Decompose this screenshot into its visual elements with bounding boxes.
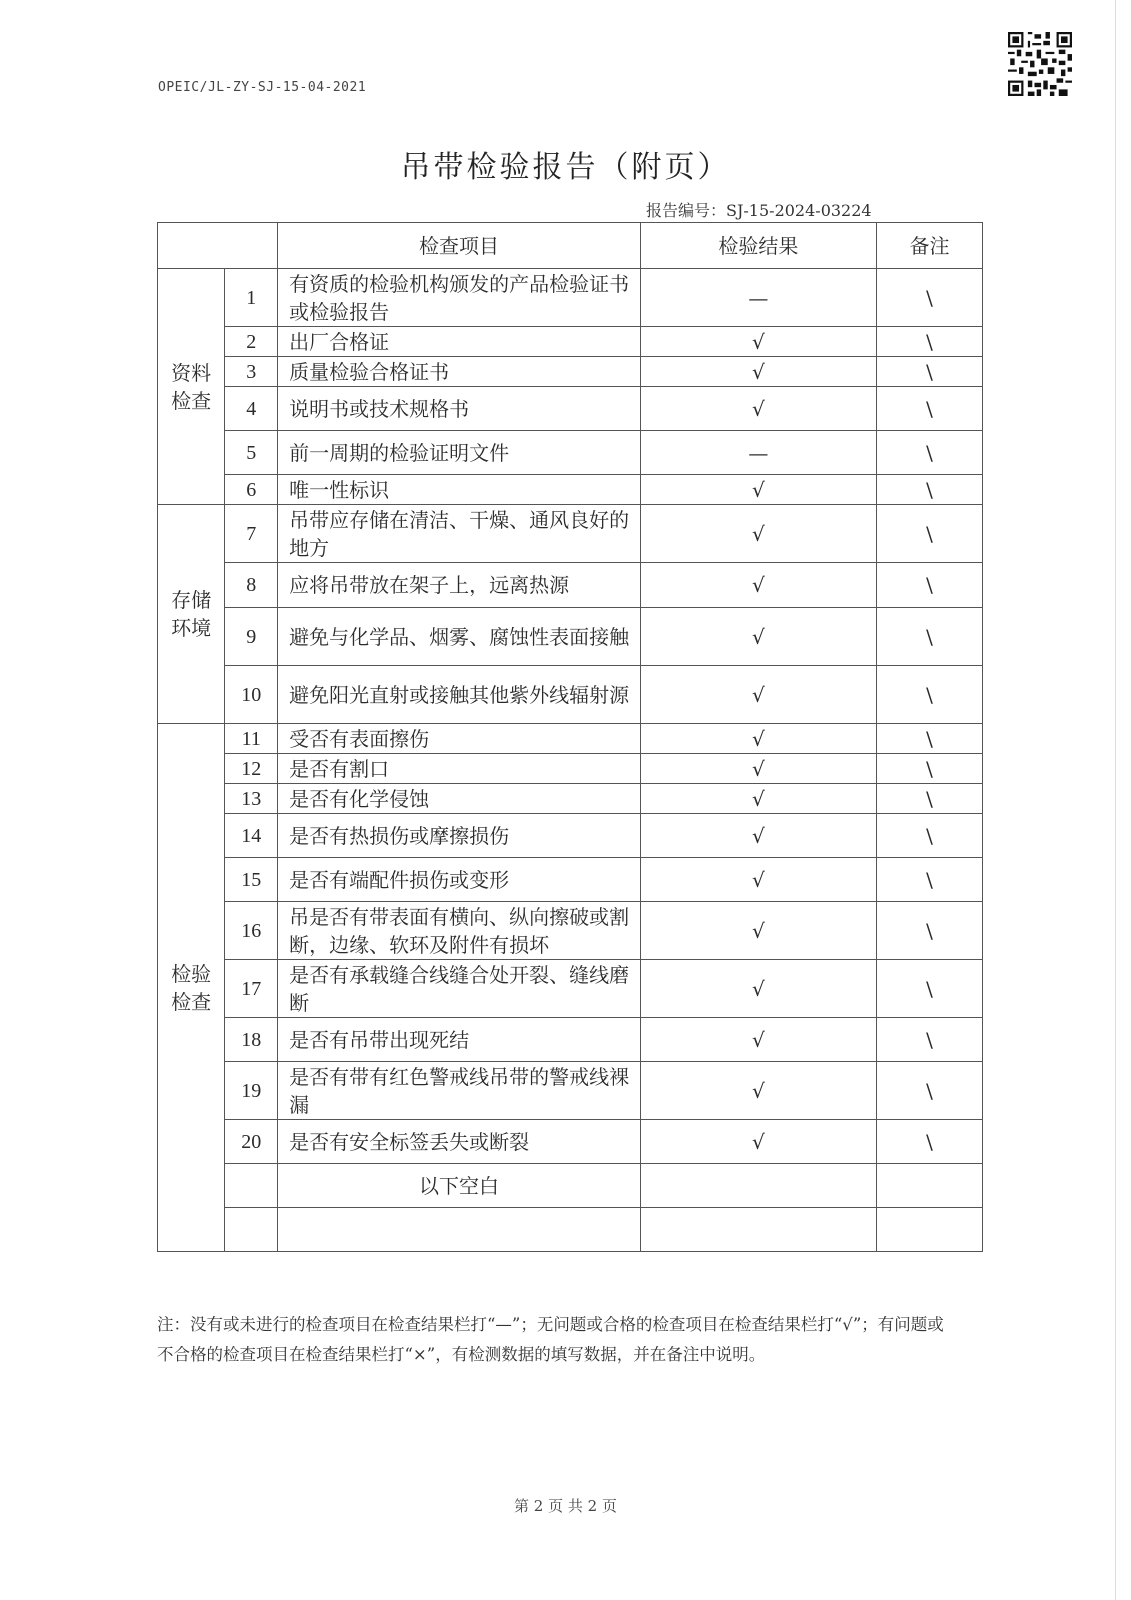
row-item: 是否有带有红色警戒线吊带的警戒线裸漏 <box>278 1062 641 1120</box>
row-remark: \ <box>877 563 983 608</box>
row-result: √ <box>640 902 876 960</box>
row-result: √ <box>640 960 876 1018</box>
table-row <box>158 754 983 784</box>
row-item: 有资质的检验机构颁发的产品检验证书或检验报告 <box>278 269 641 327</box>
row-number: 10 <box>225 666 278 724</box>
row-item-empty <box>278 1208 641 1252</box>
row-result-empty <box>640 1164 876 1208</box>
report-number <box>646 198 872 221</box>
row-remark: \ <box>877 387 983 431</box>
report-number-label: 报告编号： <box>646 201 727 220</box>
page-edge-line <box>1115 0 1116 1600</box>
table-row <box>158 858 983 902</box>
document-code: OPEIC/JL-ZY-SJ-15-04-2021 <box>158 80 367 95</box>
row-number: 8 <box>225 563 278 608</box>
row-number: 12 <box>225 754 278 784</box>
row-item: 应将吊带放在架子上，远离热源 <box>278 563 641 608</box>
header-item: 检查项目 <box>278 223 641 269</box>
row-result: √ <box>640 754 876 784</box>
table-header-row <box>158 223 983 269</box>
row-number: 20 <box>225 1120 278 1164</box>
table-row <box>158 902 983 960</box>
table-row <box>158 1120 983 1164</box>
row-remark: \ <box>877 902 983 960</box>
row-item: 是否有承载缝合线缝合处开裂、缝线磨断 <box>278 960 641 1018</box>
table-row <box>158 505 983 563</box>
row-item: 出厂合格证 <box>278 327 641 357</box>
category-storage <box>158 505 225 724</box>
row-result: √ <box>640 475 876 505</box>
row-remark-empty <box>877 1164 983 1208</box>
row-number-empty <box>225 1208 278 1252</box>
row-item: 是否有安全标签丢失或断裂 <box>278 1120 641 1164</box>
row-result: √ <box>640 1018 876 1062</box>
row-item: 是否有化学侵蚀 <box>278 784 641 814</box>
row-remark: \ <box>877 475 983 505</box>
table-row <box>158 784 983 814</box>
row-number: 17 <box>225 960 278 1018</box>
footnote: 注：没有或未进行的检查项目在检查结果栏打“—”；无问题或合格的检查项目在检查结果栏打“√”；有问题或不合格的检查项目在检查结果栏打“×”，有检测数据的填写数据，并在备注中说明。 <box>157 1315 944 1364</box>
row-remark: \ <box>877 724 983 754</box>
row-item: 前一周期的检验证明文件 <box>278 431 641 475</box>
row-result-empty <box>640 1208 876 1252</box>
row-item: 是否有端配件损伤或变形 <box>278 858 641 902</box>
category-docs <box>158 269 225 505</box>
row-remark: \ <box>877 327 983 357</box>
row-number: 14 <box>225 814 278 858</box>
row-number: 2 <box>225 327 278 357</box>
row-number: 9 <box>225 608 278 666</box>
table-row <box>158 1018 983 1062</box>
page-number: 第 2 页 共 2 页 <box>514 1497 617 1515</box>
row-result: √ <box>640 784 876 814</box>
table-row <box>158 475 983 505</box>
row-number: 1 <box>225 269 278 327</box>
table-row <box>158 724 983 754</box>
row-item: 受否有表面擦伤 <box>278 724 641 754</box>
table-row <box>158 563 983 608</box>
category-label: 检验 检查 <box>171 961 212 1014</box>
row-number: 16 <box>225 902 278 960</box>
row-result: √ <box>640 858 876 902</box>
row-remark: \ <box>877 784 983 814</box>
row-remark: \ <box>877 1120 983 1164</box>
header-result: 检验结果 <box>640 223 876 269</box>
table-row-blank <box>158 1208 983 1252</box>
row-number: 11 <box>225 724 278 754</box>
table-row <box>158 357 983 387</box>
row-number: 13 <box>225 784 278 814</box>
row-remark: \ <box>877 431 983 475</box>
table-row <box>158 327 983 357</box>
category-label: 存储 环境 <box>171 588 212 640</box>
row-number: 5 <box>225 431 278 475</box>
row-remark: \ <box>877 505 983 563</box>
row-result: √ <box>640 1062 876 1120</box>
table-row <box>158 387 983 431</box>
qr-code-icon <box>1008 32 1072 96</box>
row-number: 3 <box>225 357 278 387</box>
report-number-value: SJ-15-2024-03224 <box>726 201 872 220</box>
row-item: 是否有吊带出现死结 <box>278 1018 641 1062</box>
row-item: 是否有热损伤或摩擦损伤 <box>278 814 641 858</box>
row-item: 避免阳光直射或接触其他紫外线辐射源 <box>278 666 641 724</box>
category-label: 资料 检查 <box>171 360 212 413</box>
row-result: √ <box>640 1120 876 1164</box>
row-remark: \ <box>877 814 983 858</box>
row-remark: \ <box>877 666 983 724</box>
table-row <box>158 431 983 475</box>
row-result: √ <box>640 724 876 754</box>
row-result: √ <box>640 666 876 724</box>
row-number-empty <box>225 1164 278 1208</box>
row-remark: \ <box>877 754 983 784</box>
row-result: √ <box>640 357 876 387</box>
row-result: √ <box>640 814 876 858</box>
row-result: √ <box>640 563 876 608</box>
row-item: 唯一性标识 <box>278 475 641 505</box>
row-remark: \ <box>877 960 983 1018</box>
row-remark: \ <box>877 1018 983 1062</box>
row-remark: \ <box>877 269 983 327</box>
row-item: 避免与化学品、烟雾、腐蚀性表面接触 <box>278 608 641 666</box>
row-remark: \ <box>877 357 983 387</box>
row-number: 19 <box>225 1062 278 1120</box>
table-row <box>158 666 983 724</box>
page-title: 吊带检验报告（附页） <box>400 150 731 185</box>
row-number: 18 <box>225 1018 278 1062</box>
table-row <box>158 608 983 666</box>
row-item: 是否有割口 <box>278 754 641 784</box>
header-remark: 备注 <box>877 223 983 269</box>
row-item: 吊是否有带表面有横向、纵向擦破或割断，边缘、软环及附件有损坏 <box>278 902 641 960</box>
row-result: — <box>640 431 876 475</box>
blank-marker: 以下空白 <box>278 1164 641 1208</box>
table-row <box>158 960 983 1018</box>
row-remark: \ <box>877 1062 983 1120</box>
table-row <box>158 814 983 858</box>
row-item: 质量检验合格证书 <box>278 357 641 387</box>
row-number: 7 <box>225 505 278 563</box>
category-inspect <box>158 724 225 1252</box>
row-number: 4 <box>225 387 278 431</box>
row-item: 吊带应存储在清洁、干燥、通风良好的地方 <box>278 505 641 563</box>
table-row <box>158 269 983 327</box>
table-row-blank <box>158 1164 983 1208</box>
row-result: — <box>640 269 876 327</box>
inspection-table <box>157 222 983 1252</box>
row-result: √ <box>640 387 876 431</box>
row-remark: \ <box>877 608 983 666</box>
row-result: √ <box>640 505 876 563</box>
row-remark-empty <box>877 1208 983 1252</box>
table-row <box>158 1062 983 1120</box>
row-result: √ <box>640 327 876 357</box>
row-remark: \ <box>877 858 983 902</box>
header-blank-cell <box>158 223 278 269</box>
row-number: 6 <box>225 475 278 505</box>
row-result: √ <box>640 608 876 666</box>
row-item: 说明书或技术规格书 <box>278 387 641 431</box>
row-number: 15 <box>225 858 278 902</box>
